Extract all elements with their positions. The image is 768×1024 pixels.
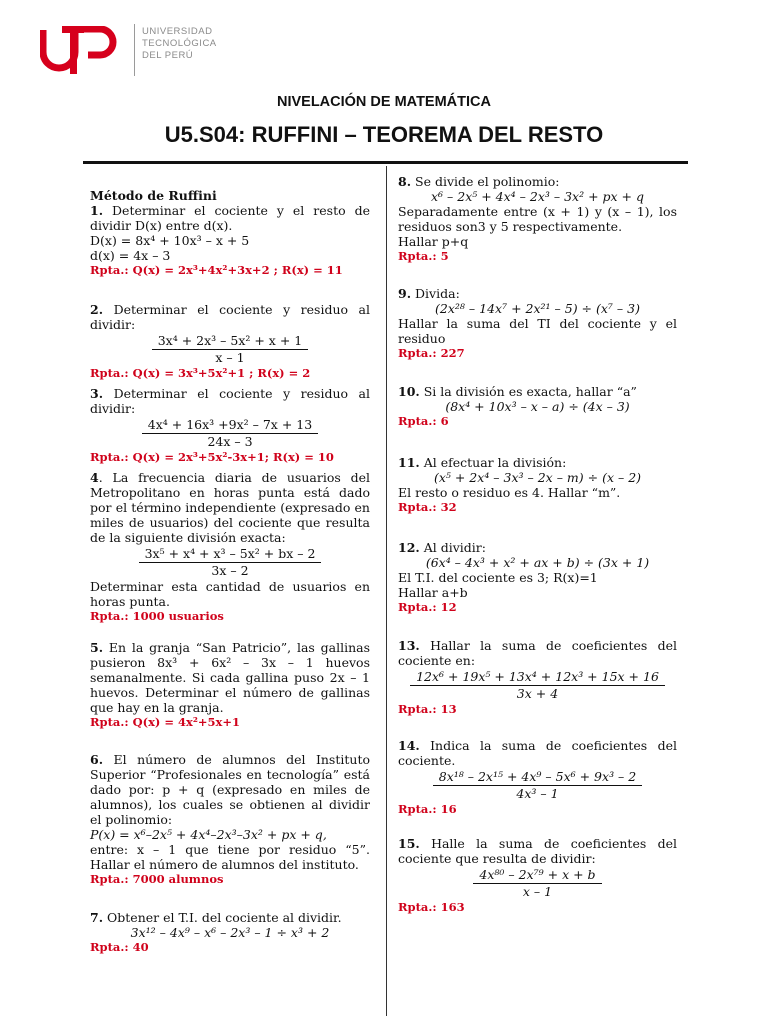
- exercise-number: 13.: [398, 638, 420, 653]
- exercise-number: 12.: [398, 540, 420, 555]
- utp-logo-icon: [40, 26, 120, 74]
- answer: Rpta.: Q(x) = 2x³+5x²-3x+1; R(x) = 10: [90, 450, 334, 464]
- section-heading: Método de Ruffini: [90, 188, 217, 203]
- divisor-line: d(x) = 4x – 3: [90, 248, 171, 263]
- exercise-13: [398, 638, 677, 717]
- fraction-denominator: 24x – 3: [207, 434, 253, 449]
- fraction-numerator: 3x⁵ + x⁴ + x³ – 5x² + bx – 2: [139, 546, 322, 563]
- answer: Rpta.: 1000 usuarios: [90, 609, 224, 623]
- logo-divider: [134, 24, 135, 76]
- exercise-number: 3.: [90, 386, 104, 401]
- fraction: [90, 333, 370, 365]
- answer: Rpta.: 6: [398, 414, 449, 428]
- answer: Rpta.: 16: [398, 802, 457, 816]
- division-expression: (8x⁴ + 10x³ – x – a) ÷ (4x – 3): [445, 399, 630, 414]
- exercise-text: El número de alumnos del Instituto Superior “Profesionales en tecnología” está dado por: p + q (expresado en miles de alumnos), los cuales se obtienen al dividir el polinomio:: [90, 752, 370, 827]
- exercise-12: [398, 540, 677, 615]
- exercise-text: Al dividir:: [419, 540, 486, 555]
- page-title: U5.S04: RUFFINI – TEOREMA DEL RESTO: [164, 122, 604, 147]
- dividend-line: D(x) = 8x⁴ + 10x³ – x + 5: [90, 233, 250, 248]
- exercise-question: Hallar a+b: [398, 585, 468, 600]
- exercise-question: Hallar p+q: [398, 234, 469, 249]
- exercise-number: 11.: [398, 455, 420, 470]
- exercise-text: Se divide el polinomio:: [411, 174, 560, 189]
- fraction-denominator: 3x + 4: [516, 686, 559, 701]
- fraction: [90, 546, 370, 578]
- answer: Rpta.: 163: [398, 900, 465, 914]
- exercise-number: 10.: [398, 384, 420, 399]
- polynomial: P(x) = x⁶–2x⁵ + 4x⁴–2x³–3x² + px + q,: [90, 827, 327, 842]
- fraction-denominator: 3x – 2: [211, 563, 249, 578]
- university-logo: [40, 22, 217, 80]
- exercise-text: Determinar el cociente y el resto de dividir D(x) entre d(x).: [90, 203, 370, 233]
- exercise-text: Divida:: [411, 286, 460, 301]
- exercise-text: Indica la suma de coeficientes del cociente.: [398, 738, 677, 768]
- answer: Rpta.: 5: [398, 249, 449, 263]
- fraction-numerator: 3x⁴ + 2x³ – 5x² + x + 1: [152, 333, 309, 350]
- answer: Rpta.: 40: [90, 940, 149, 954]
- exercise-condition: El T.I. del cociente es 3; R(x)=1: [398, 570, 598, 585]
- answer: Rpta.: Q(x) = 2x³+4x²+3x+2 ; R(x) = 11: [90, 263, 343, 277]
- fraction-denominator: 4x³ – 1: [516, 786, 559, 801]
- exercise-6: [90, 752, 370, 887]
- header-rule: [83, 161, 688, 164]
- exercise-2: [90, 302, 370, 381]
- fraction-denominator: x – 1: [522, 884, 553, 899]
- exercise-number: 2.: [90, 302, 104, 317]
- exercise-question: entre: x – 1 que tiene por residuo “5”. Hallar el número de alumnos del instituto.: [90, 842, 370, 872]
- answer: Rpta.: 12: [398, 600, 457, 614]
- division-expression: (2x²⁸ – 14x⁷ + 2x²¹ – 5) ÷ (x⁷ – 3): [435, 301, 640, 316]
- exercise-text: En la granja “San Patricio”, las gallinas pusieron 8x³ + 6x² – 3x – 1 huevos semanalmente. Si cada gallina puso 2x – 1 huevos. Determinar el número de gallinas que hay en la granja.: [90, 640, 370, 715]
- exercise-9: [398, 286, 677, 361]
- exercise-3: [90, 386, 370, 465]
- course-subtitle: NIVELACIÓN DE MATEMÁTICA: [276, 94, 491, 110]
- exercise-11: [398, 455, 677, 515]
- fraction-numerator: 4x⁴ + 16x³ +9x² – 7x + 13: [142, 417, 318, 434]
- exercise-text: . La frecuencia diaria de usuarios del Metropolitano en horas punta está dado por el término independiente (expresado en miles de usuarios) del cociente que resulta de la siguiente división exacta:: [90, 470, 370, 545]
- fraction: [398, 669, 677, 701]
- exercise-text: Determinar el cociente y residuo al dividir:: [90, 302, 370, 332]
- logo-line-1: UNIVERSIDAD: [142, 26, 213, 37]
- answer: Rpta.: Q(x) = 4x²+5x+1: [90, 715, 241, 729]
- exercise-1: [90, 188, 370, 278]
- exercise-text: Si la división es exacta, hallar “a”: [419, 384, 637, 399]
- exercise-question: El resto o residuo es 4. Hallar “m”.: [398, 485, 621, 500]
- exercise-14: [398, 738, 677, 817]
- exercise-text: Obtener el T.I. del cociente al dividir.: [103, 910, 342, 925]
- exercise-number: 14.: [398, 738, 420, 753]
- division-expression: (x⁵ + 2x⁴ – 3x³ – 2x – m) ÷ (x – 2): [433, 470, 642, 485]
- answer: Rpta.: 7000 alumnos: [90, 872, 224, 886]
- exercise-number: 7.: [90, 910, 104, 925]
- exercise-10: [398, 384, 677, 429]
- exercise-number: 6.: [90, 752, 104, 767]
- exercise-number: 1.: [90, 203, 104, 218]
- exercise-number: 8.: [398, 174, 412, 189]
- logo-line-3: DEL PERÚ: [142, 50, 194, 61]
- exercise-15: [398, 836, 677, 915]
- exercise-5: [90, 640, 370, 730]
- answer: Rpta.: 227: [398, 346, 465, 360]
- exercise-number: 5.: [90, 640, 104, 655]
- exercise-text: Halle la suma de coeficientes del cociente que resulta de dividir:: [398, 836, 677, 866]
- fraction-denominator: x – 1: [215, 350, 245, 365]
- fraction: [398, 769, 677, 801]
- division-expression: (6x⁴ – 4x³ + x² + ax + b) ÷ (3x + 1): [425, 555, 650, 570]
- exercise-number: 15.: [398, 836, 420, 851]
- exercise-4: [90, 470, 370, 624]
- exercise-number: 4: [90, 470, 99, 485]
- exercise-question: Hallar la suma del TI del cociente y el residuo: [398, 316, 677, 346]
- column-divider: [386, 166, 387, 1016]
- division-expression: 3x¹² – 4x⁹ – x⁶ – 2x³ – 1 ÷ x³ + 2: [130, 925, 330, 940]
- logo-wordmark: [142, 26, 217, 62]
- logo-line-2: TECNOLÓGICA: [142, 38, 217, 49]
- fraction-numerator: 4x⁸⁰ – 2x⁷⁹ + x + b: [473, 867, 601, 884]
- fraction-numerator: 8x¹⁸ – 2x¹⁵ + 4x⁹ – 5x⁶ + 9x³ – 2: [433, 769, 642, 786]
- exercise-description: Separadamente entre (x + 1) y (x – 1), los residuos son3 y 5 respectivamente.: [398, 204, 677, 234]
- exercise-text: Determinar el cociente y residuo al dividir:: [90, 386, 370, 416]
- polynomial: x⁶ – 2x⁵ + 4x⁴ – 2x³ – 3x² + px + q: [430, 189, 645, 204]
- answer: Rpta.: 32: [398, 500, 457, 514]
- exercise-8: [398, 174, 677, 264]
- exercise-text: Al efectuar la división:: [419, 455, 567, 470]
- fraction: [90, 417, 370, 449]
- exercise-text: Hallar la suma de coeficientes del cociente en:: [398, 638, 677, 668]
- exercise-question: Determinar esta cantidad de usuarios en horas punta.: [90, 579, 370, 609]
- answer: Rpta.: 13: [398, 702, 457, 716]
- exercise-7: [90, 910, 370, 955]
- answer: Rpta.: Q(x) = 3x³+5x²+1 ; R(x) = 2: [90, 366, 311, 380]
- fraction-numerator: 12x⁶ + 19x⁵ + 13x⁴ + 12x³ + 15x + 16: [410, 669, 665, 686]
- fraction: [398, 867, 677, 899]
- exercise-number: 9.: [398, 286, 412, 301]
